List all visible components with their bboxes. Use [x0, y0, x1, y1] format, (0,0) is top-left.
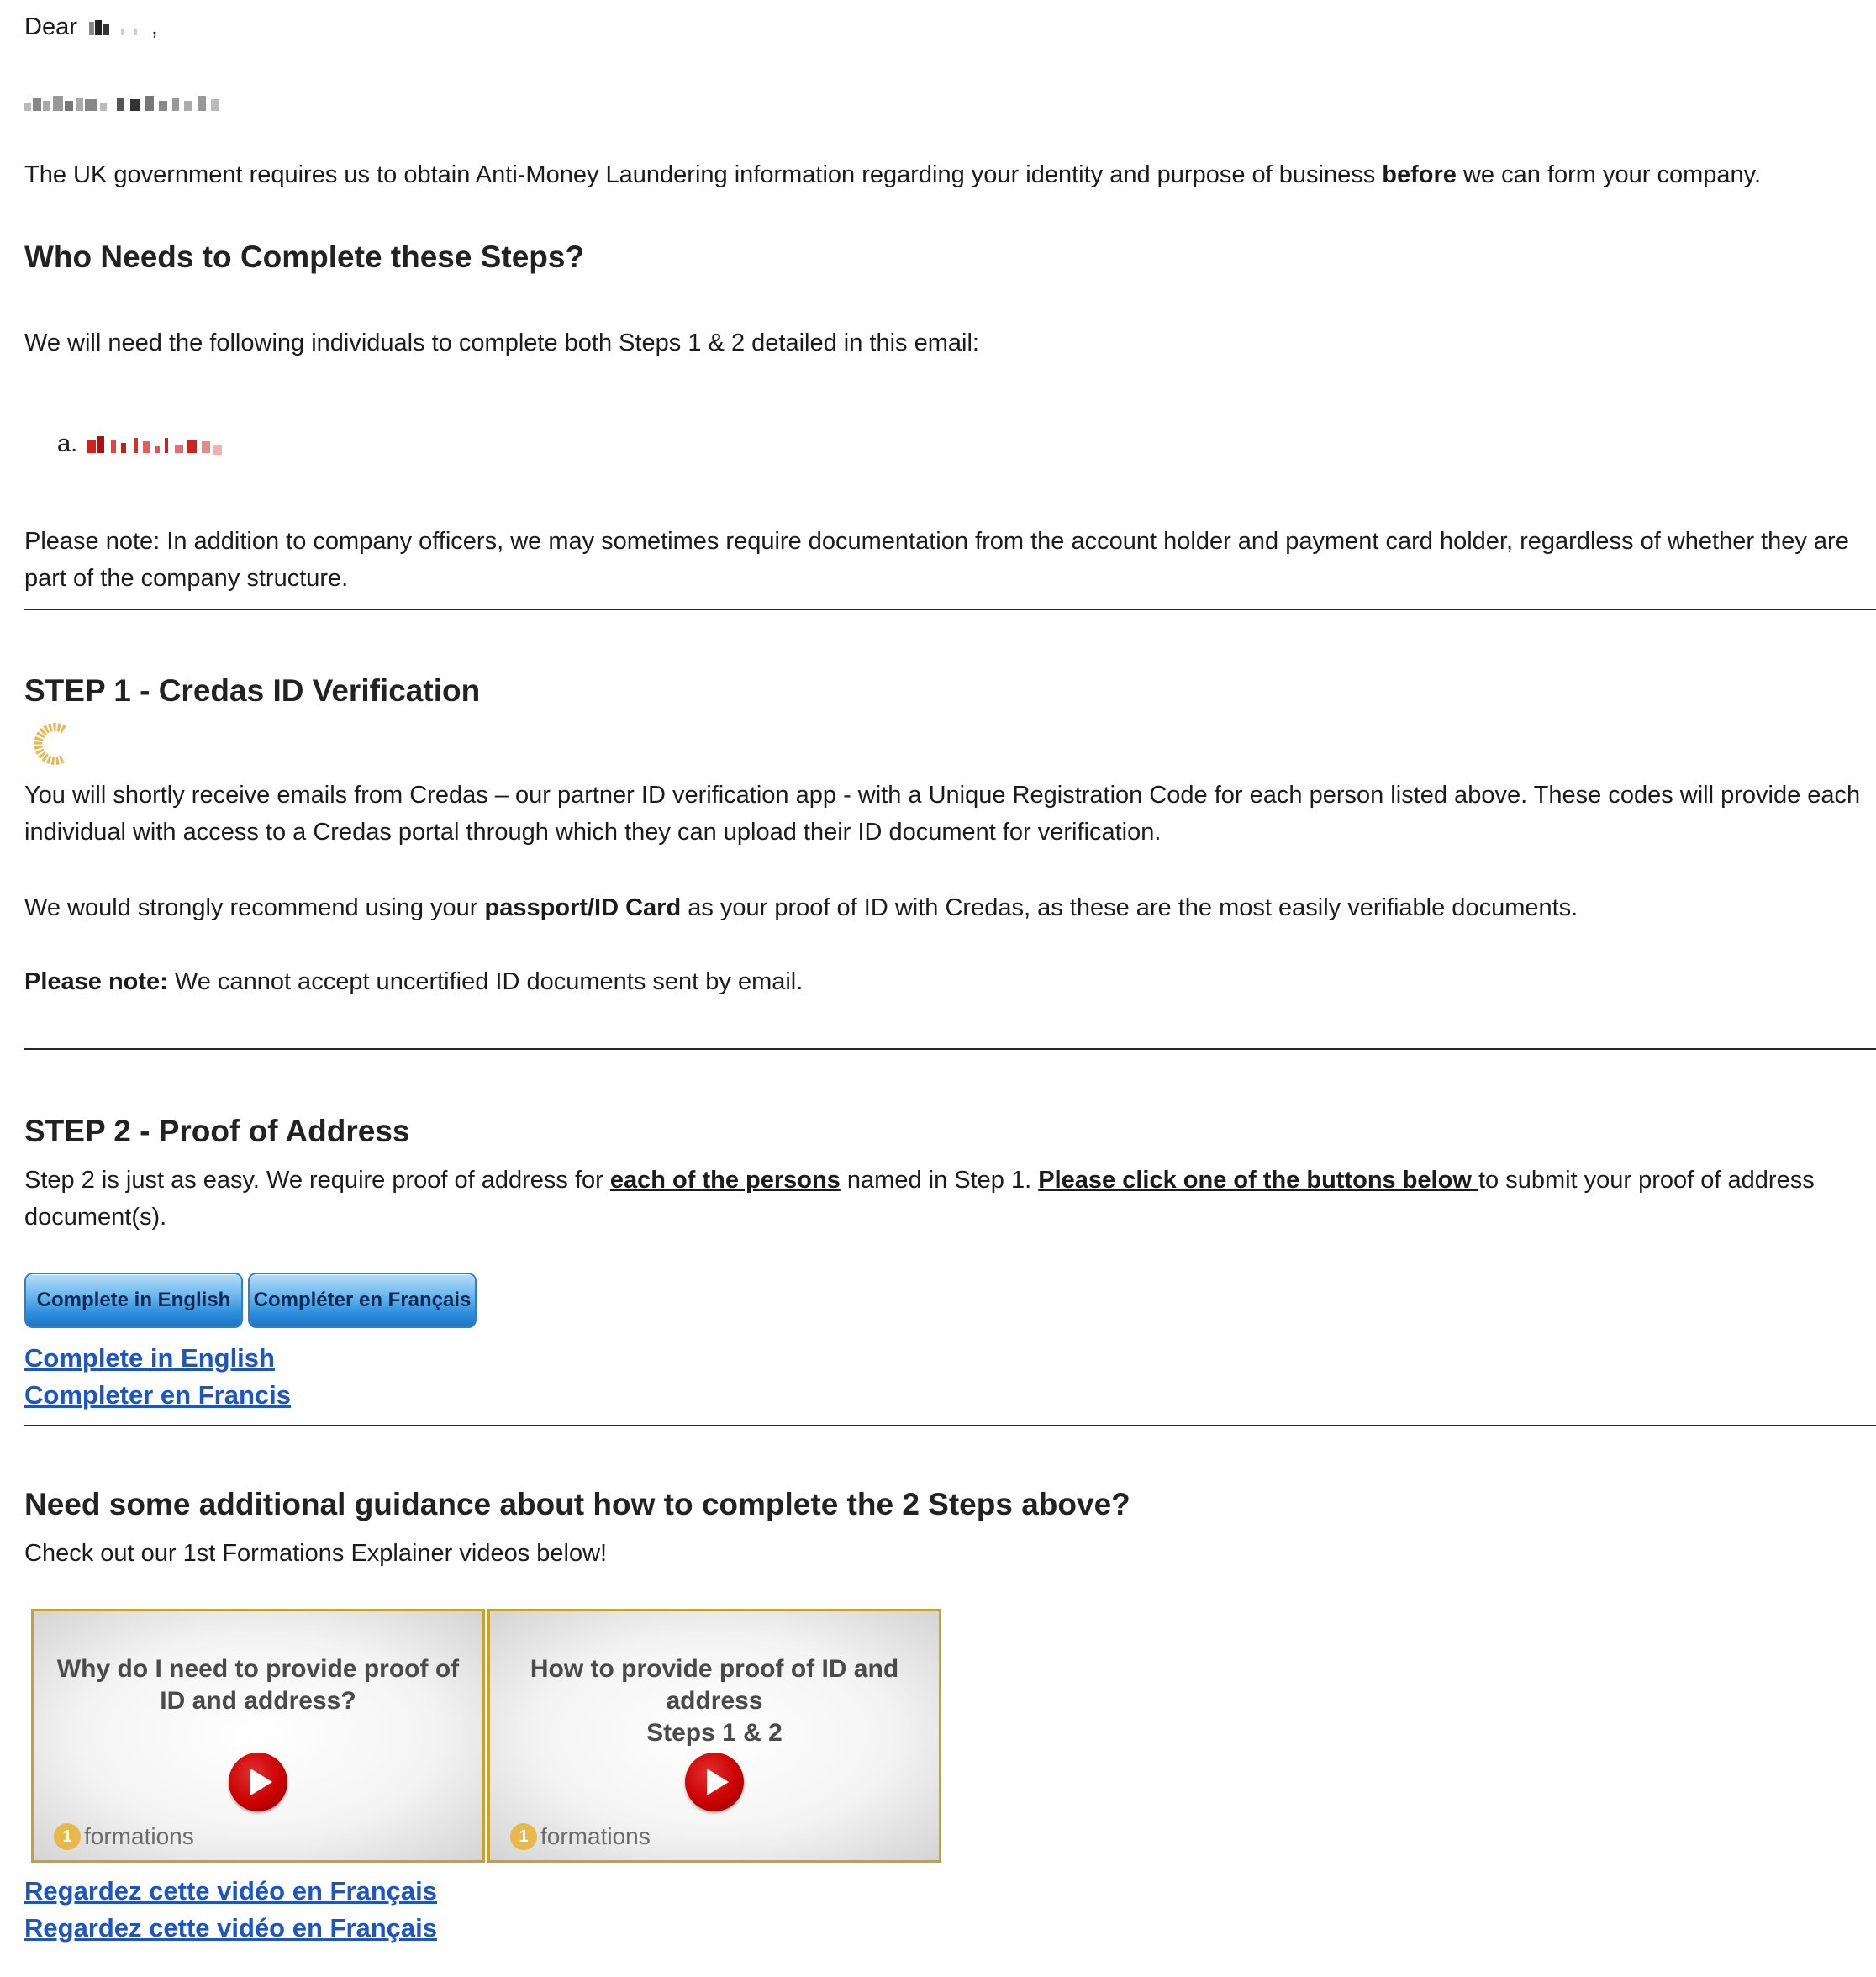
video-caption: How to provide proof of ID and address Steps 1 & 2	[530, 1655, 899, 1747]
play-icon[interactable]	[229, 1753, 287, 1811]
step2-heading: STEP 2 - Proof of Address	[24, 1114, 410, 1148]
guidance-heading: Need some additional guidance about how to complete the 2 Steps above?	[24, 1487, 1130, 1521]
who-heading: Who Needs to Complete these Steps?	[24, 240, 585, 274]
guidance-text: Check out our 1st Formations Explainer videos below!	[24, 1540, 608, 1567]
complete-english-button[interactable]: Complete in English	[24, 1273, 243, 1328]
step2-line1: Step 2 is just as easy. We require proof of address for each of the persons named in Step 1. Please click one of the buttons below to submit your proof of address	[24, 1167, 1815, 1194]
redacted-individual-name	[84, 433, 232, 456]
redacted-name	[84, 17, 151, 39]
step1-para1-line2: individual with access to a Credas portal through which they can upload their ID document for verification.	[24, 819, 1162, 846]
step1-note: Please note: We cannot accept uncertified ID documents sent by email.	[24, 968, 804, 995]
french-video-link-1[interactable]: Regardez cette vidéo en Français	[24, 1876, 438, 1906]
redacted-line	[24, 91, 223, 114]
video-caption: Why do I need to provide proof of ID and address?	[56, 1655, 460, 1715]
divider	[24, 609, 1876, 610]
video-thumbnail-how[interactable]	[487, 1609, 941, 1863]
video-thumbnail-why[interactable]	[31, 1609, 485, 1863]
who-note-line2: part of the company structure.	[24, 565, 349, 592]
formations-logo: 1 formations	[510, 1823, 651, 1850]
step1-heading: STEP 1 - Credas ID Verification	[24, 673, 481, 708]
formations-logo: 1 formations	[54, 1823, 194, 1850]
step1-para2: We would strongly recommend using your passport/ID Card as your proof of ID with Credas, as these are the most easily verifiable documents.	[24, 894, 1578, 921]
individual-list-item: a.	[57, 425, 232, 462]
credas-c-logo-icon	[30, 721, 72, 767]
each-person-emphasis: each of the persons	[609, 1167, 841, 1194]
french-video-link-2[interactable]: Regardez cette vidéo en Français	[24, 1913, 438, 1943]
click-buttons-emphasis: Please click one of the buttons below	[1038, 1167, 1478, 1194]
step2-line2: document(s).	[24, 1204, 167, 1231]
play-icon[interactable]	[685, 1753, 744, 1811]
who-text: We will need the following individuals to complete both Steps 1 & 2 detailed in this email:	[24, 330, 979, 356]
complete-french-link[interactable]: Completer en Francis	[24, 1380, 291, 1410]
complete-french-button[interactable]: Compléter en Français	[248, 1273, 477, 1328]
step1-para1-line1: You will shortly receive emails from Credas – our partner ID verification app - with a Unique Registration Code for each person listed above. These codes will provide each	[24, 782, 1861, 809]
divider	[24, 1048, 1876, 1050]
divider	[24, 1425, 1876, 1426]
complete-english-link[interactable]: Complete in English	[24, 1343, 275, 1373]
greeting: Dear ,	[24, 13, 158, 40]
who-note-line1: Please note: In addition to company officers, we may sometimes require documentation from the account holder and payment card holder, regardless of whether they are	[24, 528, 1849, 555]
intro-paragraph: The UK government requires us to obtain Anti-Money Laundering information regarding your identity and purpose of business before we can form your company.	[24, 161, 1762, 188]
